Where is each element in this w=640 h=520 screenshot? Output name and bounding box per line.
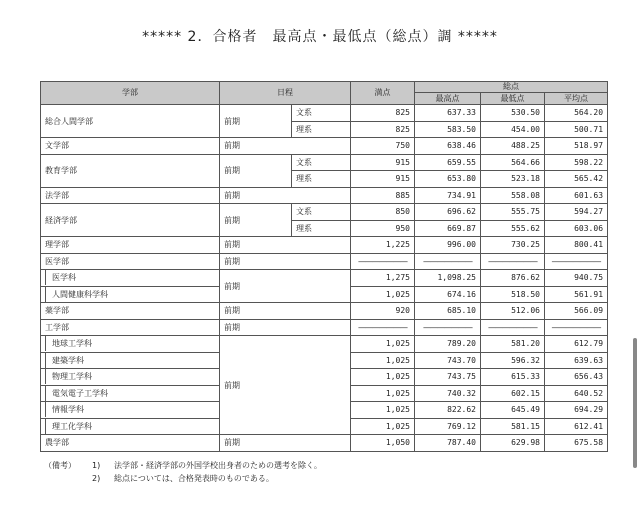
faculty-cell: 理学部 [41,237,220,254]
full-cell: 1,025 [351,286,415,303]
full-cell: 1,025 [351,385,415,402]
header-row-1 [41,82,608,93]
full-cell: 1,275 [351,270,415,287]
avg-cell: 694.29 [545,402,608,419]
header-schedule: 日程 [220,82,351,105]
min-cell: 730.25 [481,237,545,254]
table-row [41,319,608,336]
max-cell: 638.46 [415,138,481,155]
avg-cell: ——————— [545,253,608,270]
schedule-cell: 前期 [220,253,351,270]
avg-cell: 639.63 [545,352,608,369]
note-text: 法学部・経済学部の外国学校出身者のための選考を除く。 [114,461,322,470]
max-cell: ——————— [415,319,481,336]
faculty-cell: 文学部 [41,138,220,155]
faculty-cell: 医学部 [41,253,220,270]
full-cell: 915 [351,154,415,171]
max-cell: 583.50 [415,121,481,138]
min-cell: 555.75 [481,204,545,221]
schedule-cell: 前期 [220,187,351,204]
min-cell: 518.50 [481,286,545,303]
faculty-label: 建築学科 [45,353,84,368]
faculty-cell: 薬学部 [41,303,220,320]
full-cell: 1,025 [351,369,415,386]
min-cell: 530.50 [481,105,545,122]
faculty-cell [41,336,220,353]
document-title: ***** 2．合格者 最高点・最低点（総点）調 ***** [142,29,498,45]
faculty-label: 地球工学科 [45,336,92,351]
max-cell: 696.62 [415,204,481,221]
avg-cell: 518.97 [545,138,608,155]
max-cell: 659.55 [415,154,481,171]
min-cell: 488.25 [481,138,545,155]
avg-cell: 565.42 [545,171,608,188]
schedule-cell: 前期 [220,204,292,237]
faculty-cell [41,369,220,386]
avg-cell: 656.43 [545,369,608,386]
avg-cell: 566.09 [545,303,608,320]
max-cell: 685.10 [415,303,481,320]
track-cell: 理系 [292,171,351,188]
schedule-cell: 前期 [220,237,351,254]
full-cell: 825 [351,121,415,138]
min-cell: 629.98 [481,435,545,452]
avg-cell: 675.58 [545,435,608,452]
min-cell: ——————— [481,253,545,270]
max-cell: 743.75 [415,369,481,386]
notes [44,459,322,485]
header-total: 総点 [415,82,608,93]
full-cell: 1,025 [351,352,415,369]
faculty-label: 物理工学科 [45,369,92,384]
max-cell: 653.80 [415,171,481,188]
avg-cell: 800.41 [545,237,608,254]
min-cell: 602.15 [481,385,545,402]
max-cell: 996.00 [415,237,481,254]
notes-label: （備考） [44,461,76,470]
note-number: 1) [92,461,101,470]
track-cell: 理系 [292,220,351,237]
schedule-cell: 前期 [220,336,351,435]
full-cell: ——————— [351,253,415,270]
avg-cell: 500.71 [545,121,608,138]
header-faculty: 学部 [41,82,220,105]
min-cell: 615.33 [481,369,545,386]
max-cell: 734.91 [415,187,481,204]
max-cell: 669.87 [415,220,481,237]
track-cell: 文系 [292,154,351,171]
schedule-cell: 前期 [220,303,351,320]
note-row [44,459,322,472]
full-cell: 915 [351,171,415,188]
table-row [41,204,608,221]
table-row [41,237,608,254]
scrollbar[interactable] [633,338,637,468]
track-cell: 文系 [292,105,351,122]
full-cell: 1,025 [351,418,415,435]
note-number: 2) [92,474,101,483]
min-cell: 555.62 [481,220,545,237]
faculty-cell: 工学部 [41,319,220,336]
faculty-cell [41,402,220,419]
faculty-label: 人間健康科学科 [45,287,108,302]
faculty-cell [41,418,220,435]
min-cell: ——————— [481,319,545,336]
max-cell: 769.12 [415,418,481,435]
min-cell: 454.00 [481,121,545,138]
max-cell: 1,098.25 [415,270,481,287]
min-cell: 876.62 [481,270,545,287]
full-cell: 850 [351,204,415,221]
faculty-cell: 農学部 [41,435,220,452]
max-cell: 787.40 [415,435,481,452]
max-cell: 674.16 [415,286,481,303]
full-cell: 885 [351,187,415,204]
schedule-cell: 前期 [220,105,292,138]
avg-cell: 564.20 [545,105,608,122]
full-cell: ——————— [351,319,415,336]
table-row [41,253,608,270]
track-cell: 文系 [292,204,351,221]
min-cell: 523.18 [481,171,545,188]
max-cell: 822.62 [415,402,481,419]
avg-cell: 940.75 [545,270,608,287]
max-cell: ——————— [415,253,481,270]
faculty-cell: 総合人間学部 [41,105,220,138]
min-cell: 581.15 [481,418,545,435]
table-row [41,105,608,122]
table-row [41,138,608,155]
max-cell: 740.32 [415,385,481,402]
track-cell: 理系 [292,121,351,138]
table-row [41,270,608,287]
avg-cell: 612.41 [545,418,608,435]
full-cell: 825 [351,105,415,122]
avg-cell: 640.52 [545,385,608,402]
min-cell: 645.49 [481,402,545,419]
faculty-cell [41,385,220,402]
min-cell: 564.66 [481,154,545,171]
avg-cell: 603.06 [545,220,608,237]
max-cell: 637.33 [415,105,481,122]
full-cell: 1,025 [351,336,415,353]
avg-cell: 561.91 [545,286,608,303]
min-cell: 558.08 [481,187,545,204]
avg-cell: 612.79 [545,336,608,353]
min-cell: 596.32 [481,352,545,369]
schedule-cell: 前期 [220,138,351,155]
header-avg: 平均点 [545,93,608,105]
score-table [40,81,608,452]
schedule-cell: 前期 [220,319,351,336]
header-max: 最高点 [415,93,481,105]
note-text: 総点については、合格発表時のものである。 [114,474,274,483]
faculty-cell [41,286,220,303]
schedule-cell: 前期 [220,270,351,303]
table-row [41,154,608,171]
avg-cell: 598.22 [545,154,608,171]
full-cell: 1,025 [351,402,415,419]
faculty-cell [41,352,220,369]
header-full-score: 満点 [351,82,415,105]
avg-cell: ——————— [545,319,608,336]
avg-cell: 594.27 [545,204,608,221]
avg-cell: 601.63 [545,187,608,204]
schedule-cell: 前期 [220,435,351,452]
faculty-cell: 法学部 [41,187,220,204]
table-row [41,303,608,320]
full-cell: 920 [351,303,415,320]
max-cell: 789.20 [415,336,481,353]
max-cell: 743.70 [415,352,481,369]
table-row [41,187,608,204]
table-body [41,105,608,452]
table-row [41,435,608,452]
min-cell: 581.20 [481,336,545,353]
faculty-cell: 経済学部 [41,204,220,237]
full-cell: 950 [351,220,415,237]
faculty-label: 電気電子工学科 [45,386,108,401]
note-row [44,472,322,485]
faculty-label: 理工化学科 [45,419,92,434]
header-min: 最低点 [481,93,545,105]
full-cell: 1,225 [351,237,415,254]
faculty-label: 情報学科 [45,402,84,417]
min-cell: 512.06 [481,303,545,320]
faculty-cell [41,270,220,287]
full-cell: 750 [351,138,415,155]
schedule-cell: 前期 [220,154,292,187]
table-row [41,336,608,353]
faculty-cell: 教育学部 [41,154,220,187]
faculty-label: 医学科 [45,270,76,285]
full-cell: 1,050 [351,435,415,452]
